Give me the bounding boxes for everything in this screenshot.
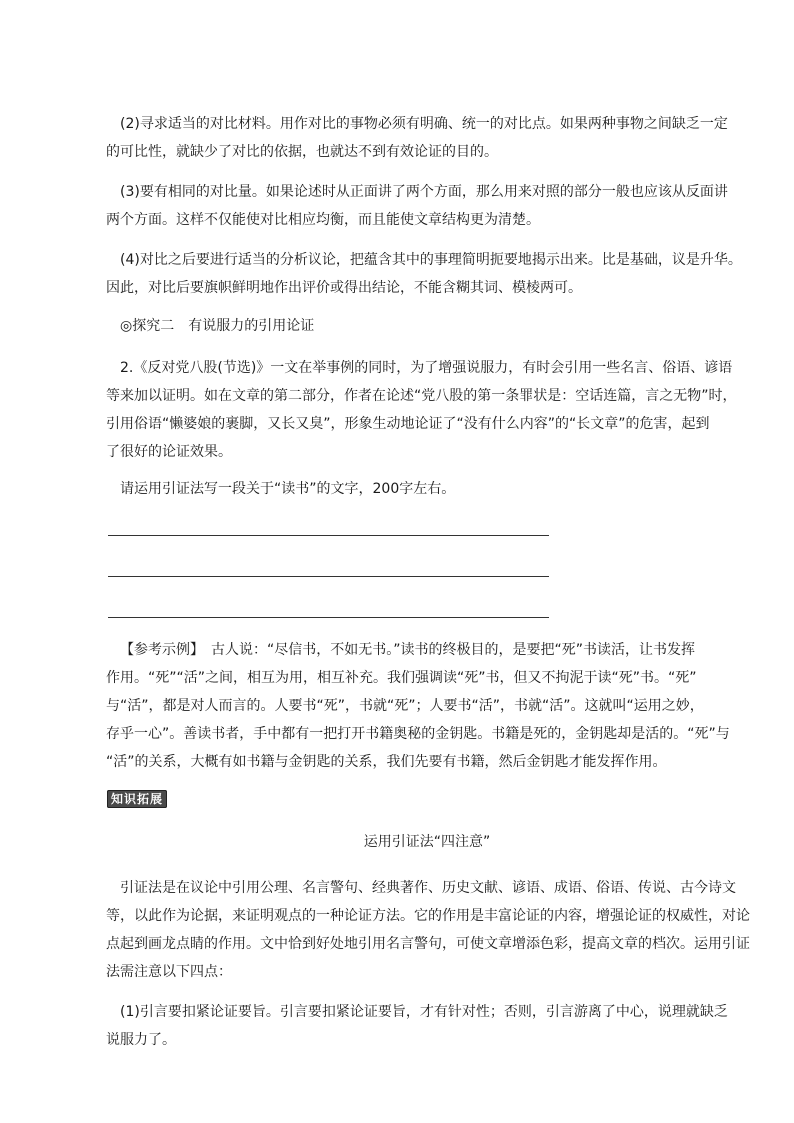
answer-line[interactable]	[108, 535, 549, 536]
text-line: 引用俗语“懒婆娘的裹脚，又长又臭”，形象生动地论证了“没有什么内容”的“长文章”的危害，起到	[106, 416, 710, 432]
text-line: 法需注意以下四点：	[106, 964, 232, 980]
writing-task: 请运用引证法写一段关于“读书”的文字，200字左右。	[120, 481, 456, 497]
text-line: 两个方面。这样不仅能使对比相应均衡，而且能使文章结构更为清楚。	[106, 212, 540, 228]
text-line: 点起到画龙点睛的作用。文中恰到好处地引用名言警句，可使文章增添色彩，提高文章的档次。运用引证	[106, 936, 750, 952]
knowledge-badge: 知识拓展	[107, 790, 167, 808]
text-line: “活”的关系，大概有如书籍与金钥匙的关系，我们先要有书籍，然后金钥匙才能发挥作用。	[106, 754, 667, 770]
text-line: 的可比性，就缺少了对比的依据，也就达不到有效论证的目的。	[106, 144, 498, 160]
text-line: (4)对比之后要进行适当的分析议论，把蕴含其中的事理简明扼要地揭示出来。比是基础，议是升华。	[120, 252, 742, 268]
text-line: 等，以此作为论据，来证明观点的一种论证方法。它的作用是丰富论证的内容，增强论证的权威性，对论	[106, 908, 750, 924]
explore-2-question	[106, 354, 748, 466]
reference-example	[106, 636, 748, 776]
contrast-point-2	[106, 110, 748, 166]
text-line: 作用。“死”“活”之间，相互为用，相互补充。我们强调读“死”书，但又不拘泥于读“死”书。“死”	[106, 670, 697, 686]
text-line: 2.《反对党八股(节选)》一文在举事例的同时，为了增强说服力，有时会引用一些名言、俗语、谚语	[120, 360, 733, 376]
text-line: 因此，对比后要旗帜鲜明地作出评价或得出结论，不能含糊其词、模棱两可。	[106, 280, 582, 296]
explore-2-heading: ◎探究二 有说服力的引用论证	[120, 318, 315, 334]
text-line	[106, 636, 748, 664]
reference-text: 古人说：“尽信书，不如无书。”读书的终极目的，是要把“死”书读活，让书发挥	[197, 642, 696, 658]
section-title: 运用引证法“四注意”	[363, 834, 491, 850]
text-line: 引证法是在议论中引用公理、名言警句、经典著作、历史文献、谚语、成语、俗语、传说、古今诗文	[120, 880, 736, 896]
text-line: (1)引言要扣紧论证要旨。引言要扣紧论证要旨，才有针对性；否则，引言游离了中心，说理就缺乏	[120, 1004, 728, 1020]
answer-line[interactable]	[108, 576, 549, 577]
text-line: 与“活”，都是对人而言的。人要书“死”，书就“死”；人要书“活”，书就“活”。这就叫“运用之妙，	[106, 698, 704, 714]
knowledge-point-1	[106, 998, 748, 1054]
answer-line[interactable]	[108, 617, 549, 618]
contrast-point-4	[106, 246, 748, 302]
text-line: 等来加以证明。如在文章的第二部分，作者在论述“党八股的第一条罪状是：空话连篇，言之无物”时，	[106, 388, 737, 404]
knowledge-intro	[106, 874, 748, 986]
reference-label: 【参考示例】	[120, 642, 197, 658]
text-line: 了很好的论证效果。	[106, 444, 232, 460]
text-line: 存乎一心”。善读书者，手中都有一把打开书籍奥秘的金钥匙。书籍是死的，金钥匙却是活的。“死”与	[106, 726, 730, 742]
text-line: (3)要有相同的对比量。如果论述时从正面讲了两个方面，那么用来对照的部分一般也应该从反面讲	[120, 184, 728, 200]
text-line: 说服力了。	[106, 1032, 176, 1048]
text-line: (2)寻求适当的对比材料。用作对比的事物必须有明确、统一的对比点。如果两种事物之间缺乏一定	[120, 116, 728, 132]
contrast-point-3	[106, 178, 748, 234]
